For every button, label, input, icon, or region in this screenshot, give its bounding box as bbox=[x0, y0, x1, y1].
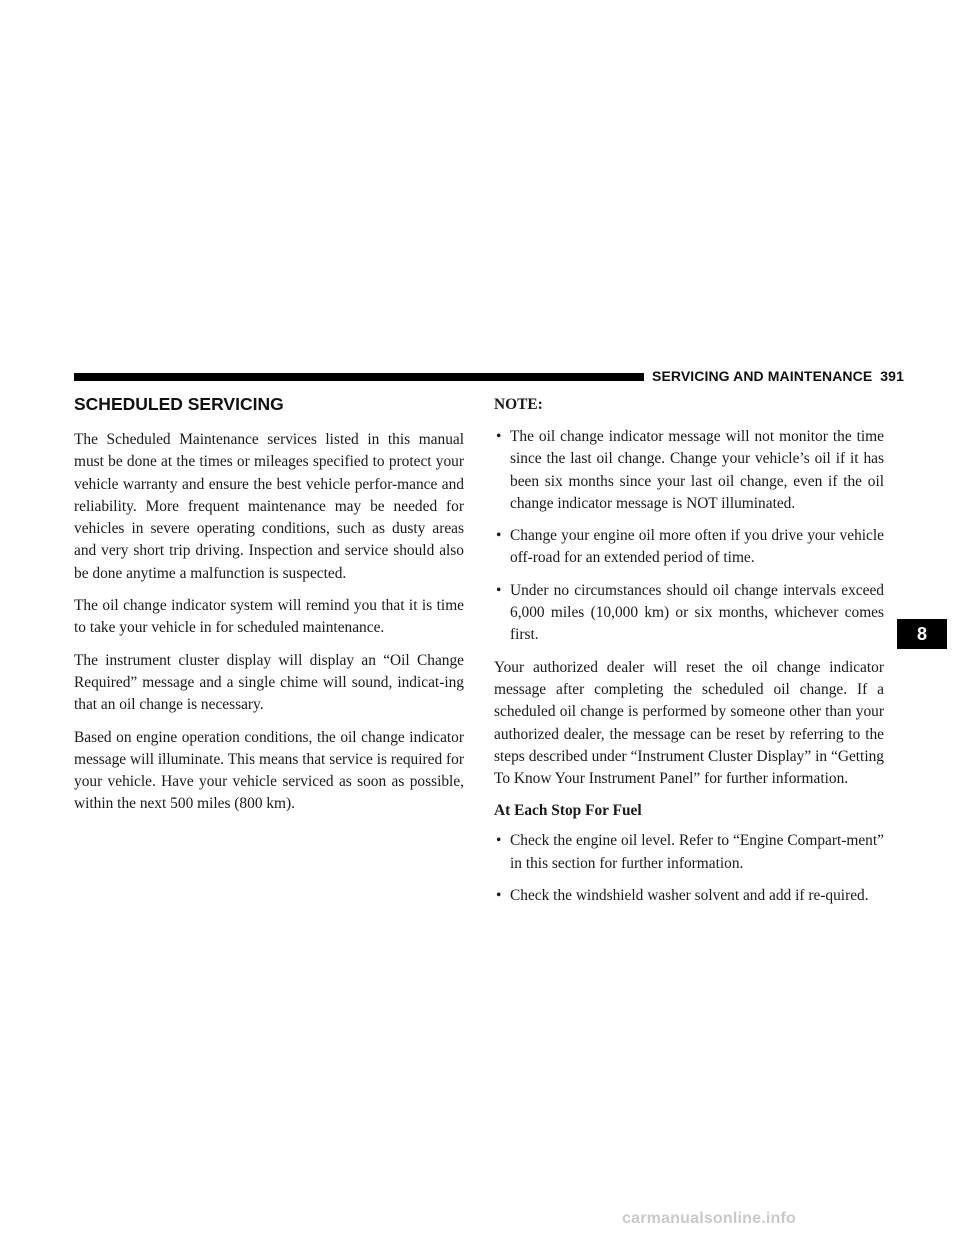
watermark: carmanualsonline.info bbox=[622, 1210, 797, 1227]
paragraph: The oil change indicator system will remind you that it is time to take your vehicle in for scheduled maintenance. bbox=[74, 597, 464, 637]
paragraph: The Scheduled Maintenance services listed in this manual must be done at the times or mileages specified to protect your vehicle warranty and ensure the best vehicle perfor-mance and reliability. More frequent maintenance may be needed for vehicles in severe operating conditions, such as dusty areas and very short trip driving. Inspection and service should also be done anytime a malfunction is suspected. bbox=[74, 431, 464, 582]
header-title: SERVICING AND MAINTENANCE bbox=[652, 368, 873, 384]
paragraph: Your authorized dealer will reset the oil change indicator message after completing the scheduled oil change. If a scheduled oil change is performed by someone other than your authorized dealer, the message can be reset by referring to the steps described under “Instrument Cluster Display” in “Getting To Know Your Instrument Panel” for further information. bbox=[494, 658, 884, 788]
bullet-icon: • bbox=[496, 581, 502, 599]
bullet-icon: • bbox=[496, 887, 502, 905]
bullet-icon: • bbox=[496, 832, 502, 850]
bullet-icon: • bbox=[496, 527, 502, 545]
chapter-tab: 8 bbox=[897, 619, 947, 649]
subheading: At Each Stop For Fuel bbox=[494, 802, 642, 820]
list-item: • Change your engine oil more often if you drive your vehicle off-road for an extended period of time. bbox=[496, 527, 884, 567]
fuel-list bbox=[494, 830, 884, 907]
paragraph: The instrument cluster display will display an “Oil Change Required” message and a single chime will sound, indicat-ing that an oil change is necessary. bbox=[74, 651, 464, 714]
note-label: NOTE: bbox=[494, 396, 543, 413]
left-column bbox=[74, 390, 464, 826]
list-item: • Check the engine oil level. Refer to “Engine Compart-ment” in this section for further information. bbox=[496, 832, 884, 872]
bullet-icon: • bbox=[496, 428, 502, 445]
running-header bbox=[652, 368, 904, 384]
note-list bbox=[494, 426, 884, 647]
list-item: • Check the windshield washer solvent and add if re-quired. bbox=[494, 885, 884, 907]
list-item: • Under no circumstances should oil change intervals exceed 6,000 miles (10,000 km) or six months, whichever comes first. bbox=[496, 581, 884, 644]
list-item: • The oil change indicator message will not monitor the time since the last oil change. Change your vehicle’s oil if it has been six months since your last oil change, even if the oil change indicator message is NOT illuminated. bbox=[496, 428, 884, 512]
section-heading: SCHEDULED SERVICING bbox=[74, 394, 284, 414]
right-column bbox=[494, 390, 884, 917]
page-number: 391 bbox=[880, 368, 904, 384]
paragraph: Based on engine operation conditions, the oil change indicator message will illuminate. This means that service is required for your vehicle. Have your vehicle serviced as soon as possible, within the next 500 miles (800 km). bbox=[74, 728, 464, 813]
header-rule bbox=[74, 373, 644, 381]
